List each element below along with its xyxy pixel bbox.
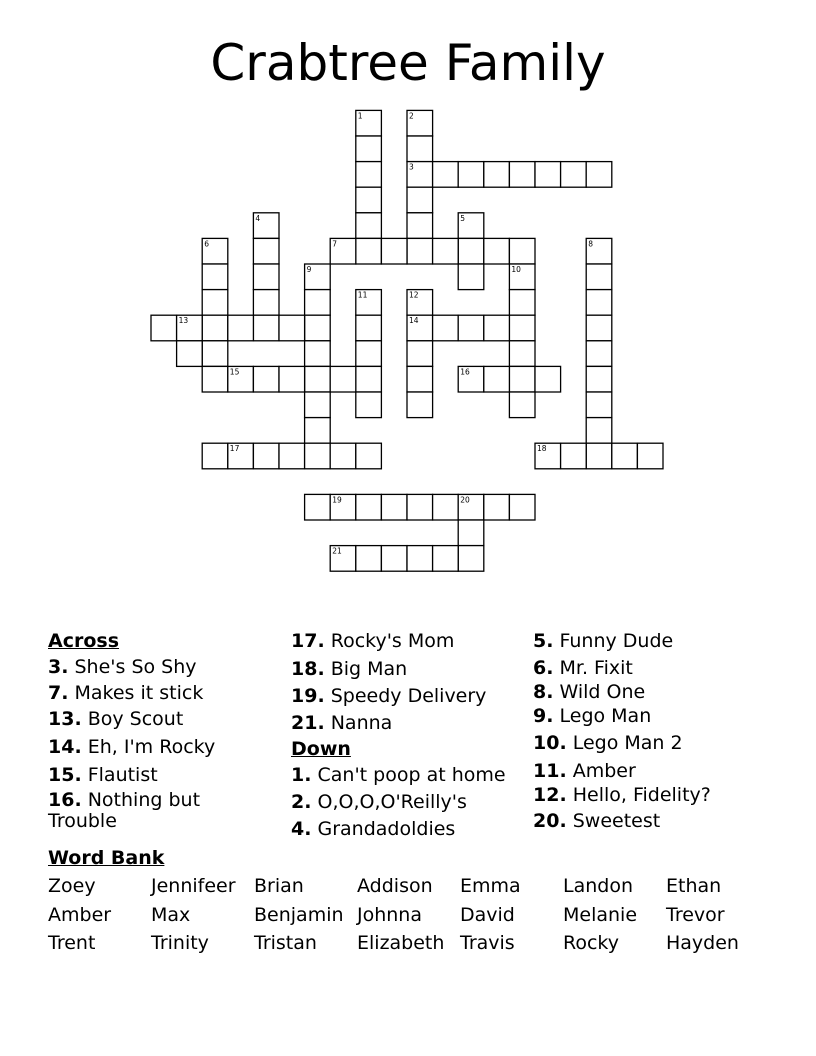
grid-cell[interactable] <box>509 366 535 392</box>
cell-number: 10 <box>511 265 521 274</box>
grid-cell[interactable] <box>356 494 382 520</box>
clue-down-6: 6. Mr. Fixit <box>533 657 633 679</box>
down-heading: Down <box>291 738 351 760</box>
clue-down-8: 8. Wild One <box>533 681 646 703</box>
grid-cell[interactable] <box>177 341 203 367</box>
word-bank-word: Brian <box>254 875 304 897</box>
clue-down-4: 4. Grandadoldies <box>291 818 456 840</box>
grid-cell[interactable] <box>407 366 433 392</box>
word-bank-word: Max <box>151 903 191 926</box>
grid-cell[interactable] <box>356 213 382 239</box>
grid-cell[interactable] <box>381 238 407 264</box>
clue-across-3: 3. She's So Shy <box>48 656 197 678</box>
grid-cell[interactable] <box>458 264 484 290</box>
grid-cell[interactable] <box>202 341 228 367</box>
grid-cell[interactable] <box>484 366 510 392</box>
grid-cell[interactable] <box>202 315 228 341</box>
word-bank-word: Melanie <box>563 903 638 926</box>
grid-cell[interactable] <box>381 494 407 520</box>
grid-cell[interactable] <box>509 315 535 341</box>
grid-cell[interactable] <box>356 392 382 418</box>
grid-cell[interactable] <box>330 443 356 469</box>
word-bank-word: Emma <box>460 875 521 897</box>
grid-cell[interactable] <box>202 366 228 392</box>
grid-cell[interactable] <box>279 443 305 469</box>
grid-cell[interactable] <box>458 238 484 264</box>
grid-cell[interactable] <box>458 162 484 188</box>
clue-down-9: 9. Lego Man <box>533 705 652 727</box>
grid-cell[interactable] <box>509 341 535 367</box>
grid-cell[interactable] <box>637 443 663 469</box>
grid-cell[interactable] <box>202 264 228 290</box>
word-bank <box>48 872 769 958</box>
cell-number: 8 <box>588 239 593 249</box>
grid-cell[interactable] <box>433 546 459 572</box>
word-bank-word: Addison <box>357 875 433 897</box>
grid-cell[interactable] <box>433 315 459 341</box>
grid-cell[interactable] <box>356 546 382 572</box>
across-heading: Across <box>48 630 120 652</box>
word-bank-word: Trinity <box>151 932 209 954</box>
grid-cell[interactable] <box>433 494 459 520</box>
grid-cell[interactable] <box>407 213 433 239</box>
grid-cell[interactable] <box>305 418 331 444</box>
grid-cell[interactable] <box>279 366 305 392</box>
word-bank-word: Amber <box>48 903 112 926</box>
word-bank-word: Jennifeer <box>151 875 236 897</box>
grid-cell[interactable] <box>356 162 382 188</box>
cell-number: 15 <box>229 367 240 377</box>
word-bank-word: Rocky <box>563 932 619 954</box>
clue-across-7: 7. Makes it stick <box>48 682 204 704</box>
grid-cell[interactable] <box>407 238 433 264</box>
cell-number: 4 <box>255 213 261 223</box>
clue-across-21: 21. Nanna <box>291 712 393 734</box>
grid-cell[interactable] <box>407 546 433 572</box>
word-bank-word: Hayden <box>666 932 739 954</box>
grid-cell[interactable] <box>509 392 535 418</box>
word-bank-word: Benjamin <box>254 903 344 926</box>
grid-cell[interactable] <box>484 315 510 341</box>
clue-down-1: 1. Can't poop at home <box>291 764 506 786</box>
grid-cell[interactable] <box>253 264 279 290</box>
grid-cell[interactable] <box>305 290 331 316</box>
clue-down-20: 20. Sweetest <box>533 810 661 832</box>
clue-across-17: 17. Rocky's Mom <box>291 630 455 652</box>
grid-cell[interactable] <box>586 418 612 444</box>
cell-number: 17 <box>229 444 240 454</box>
grid-cell[interactable] <box>407 341 433 367</box>
grid-cell[interactable] <box>407 494 433 520</box>
clue-down-2: 2. O,O,O,O'Reilly's <box>291 791 467 813</box>
word-bank-word: David <box>460 903 515 926</box>
grid-cell[interactable] <box>458 520 484 546</box>
grid-cell[interactable] <box>561 162 587 188</box>
grid-cell[interactable] <box>407 136 433 162</box>
cell-number: 1 <box>357 111 363 121</box>
grid-cell[interactable] <box>253 290 279 316</box>
grid-cell[interactable] <box>535 162 561 188</box>
cell-number: 20 <box>460 495 470 505</box>
grid-cell[interactable] <box>253 315 279 341</box>
grid-cell[interactable] <box>330 366 356 392</box>
grid-cell[interactable] <box>509 290 535 316</box>
grid-cell[interactable] <box>509 494 535 520</box>
word-bank-word: Johnna <box>357 903 422 926</box>
grid-cell[interactable] <box>484 494 510 520</box>
grid-cell[interactable] <box>586 341 612 367</box>
grid-cell[interactable] <box>484 162 510 188</box>
grid-cell[interactable] <box>458 546 484 572</box>
clue-across-19: 19. Speedy Delivery <box>291 685 487 707</box>
grid-cell[interactable] <box>356 187 382 213</box>
grid-cell[interactable] <box>356 341 382 367</box>
grid-cell[interactable] <box>305 443 331 469</box>
word-bank-word: Trevor <box>666 903 725 926</box>
word-bank-word: Landon <box>563 875 633 897</box>
clue-down-10: 10. Lego Man 2 <box>533 732 683 754</box>
grid-cell[interactable] <box>151 315 177 341</box>
cell-number: 18 <box>537 444 547 454</box>
grid-cell[interactable] <box>356 136 382 162</box>
grid-cell[interactable] <box>305 366 331 392</box>
grid-cell[interactable] <box>407 187 433 213</box>
grid-cell[interactable] <box>535 366 561 392</box>
grid-cell[interactable] <box>458 315 484 341</box>
clue-down-5: 5. Funny Dude <box>533 630 674 652</box>
clue-down-11: 11. Amber <box>533 760 636 782</box>
grid-cell[interactable] <box>586 392 612 418</box>
cell-number: 6 <box>204 239 209 249</box>
grid-cell[interactable] <box>586 162 612 188</box>
grid-cell[interactable] <box>305 494 331 520</box>
grid-cell[interactable] <box>381 546 407 572</box>
grid-cell[interactable] <box>433 238 459 264</box>
grid-cell[interactable] <box>407 392 433 418</box>
clue-across-13: 13. Boy Scout <box>48 708 184 730</box>
grid-cell[interactable] <box>253 238 279 264</box>
grid-cell[interactable] <box>586 264 612 290</box>
grid-cell[interactable] <box>586 315 612 341</box>
word-bank-word: Tristan <box>254 932 317 954</box>
word-bank-heading: Word Bank <box>48 847 165 869</box>
puzzle-title: Crabtree Family <box>210 34 606 92</box>
cell-number: 5 <box>460 213 465 223</box>
cell-number: 14 <box>409 316 419 326</box>
word-bank-word: Ethan <box>666 875 722 897</box>
clues-column-3 <box>533 628 711 834</box>
cell-number: 7 <box>332 239 337 249</box>
grid-cell[interactable] <box>253 443 279 469</box>
grid-cell[interactable] <box>586 443 612 469</box>
grid-cell[interactable] <box>202 290 228 316</box>
word-bank-word: Trent <box>48 932 96 954</box>
clue-across-15: 15. Flautist <box>48 764 158 786</box>
cell-number: 16 <box>460 367 470 377</box>
grid-cell[interactable] <box>561 443 587 469</box>
grid-cell[interactable] <box>356 366 382 392</box>
grid-cell[interactable] <box>586 290 612 316</box>
cell-number: 9 <box>306 265 312 274</box>
grid-cell[interactable] <box>586 366 612 392</box>
grid-cell[interactable] <box>305 392 331 418</box>
clue-down-12: 12. Hello, Fidelity? <box>533 784 711 806</box>
grid-cell[interactable] <box>356 315 382 341</box>
grid-cell[interactable] <box>228 315 254 341</box>
grid-cell[interactable] <box>356 238 382 264</box>
grid-cell[interactable] <box>509 238 535 264</box>
grid-cell[interactable] <box>305 341 331 367</box>
grid-cell[interactable] <box>305 315 331 341</box>
cell-number: 11 <box>357 290 368 300</box>
grid-cell[interactable] <box>253 366 279 392</box>
grid-cell[interactable] <box>509 162 535 188</box>
clue-across-18: 18. Big Man <box>291 658 408 680</box>
grid-cell[interactable] <box>202 443 228 469</box>
cell-number: 19 <box>332 495 342 505</box>
cell-number: 21 <box>332 546 342 556</box>
clue-across-16: 16. Nothing but Trouble <box>48 789 201 832</box>
cell-number: 13 <box>178 316 189 326</box>
grid-cell[interactable] <box>279 315 305 341</box>
grid-cell[interactable] <box>484 238 510 264</box>
clue-across-14: 14. Eh, I'm Rocky <box>48 736 216 758</box>
grid-cell[interactable] <box>612 443 638 469</box>
clues-column-1 <box>48 628 248 832</box>
word-bank-word: Zoey <box>48 875 96 897</box>
cell-number: 12 <box>409 290 419 300</box>
grid-cell[interactable] <box>356 443 382 469</box>
cell-number: 2 <box>409 111 414 121</box>
cell-number: 3 <box>409 162 414 172</box>
grid-cell[interactable] <box>433 162 459 188</box>
word-bank-word: Elizabeth <box>357 932 445 954</box>
clues-column-2 <box>291 628 506 842</box>
word-bank-word: Travis <box>460 932 515 954</box>
